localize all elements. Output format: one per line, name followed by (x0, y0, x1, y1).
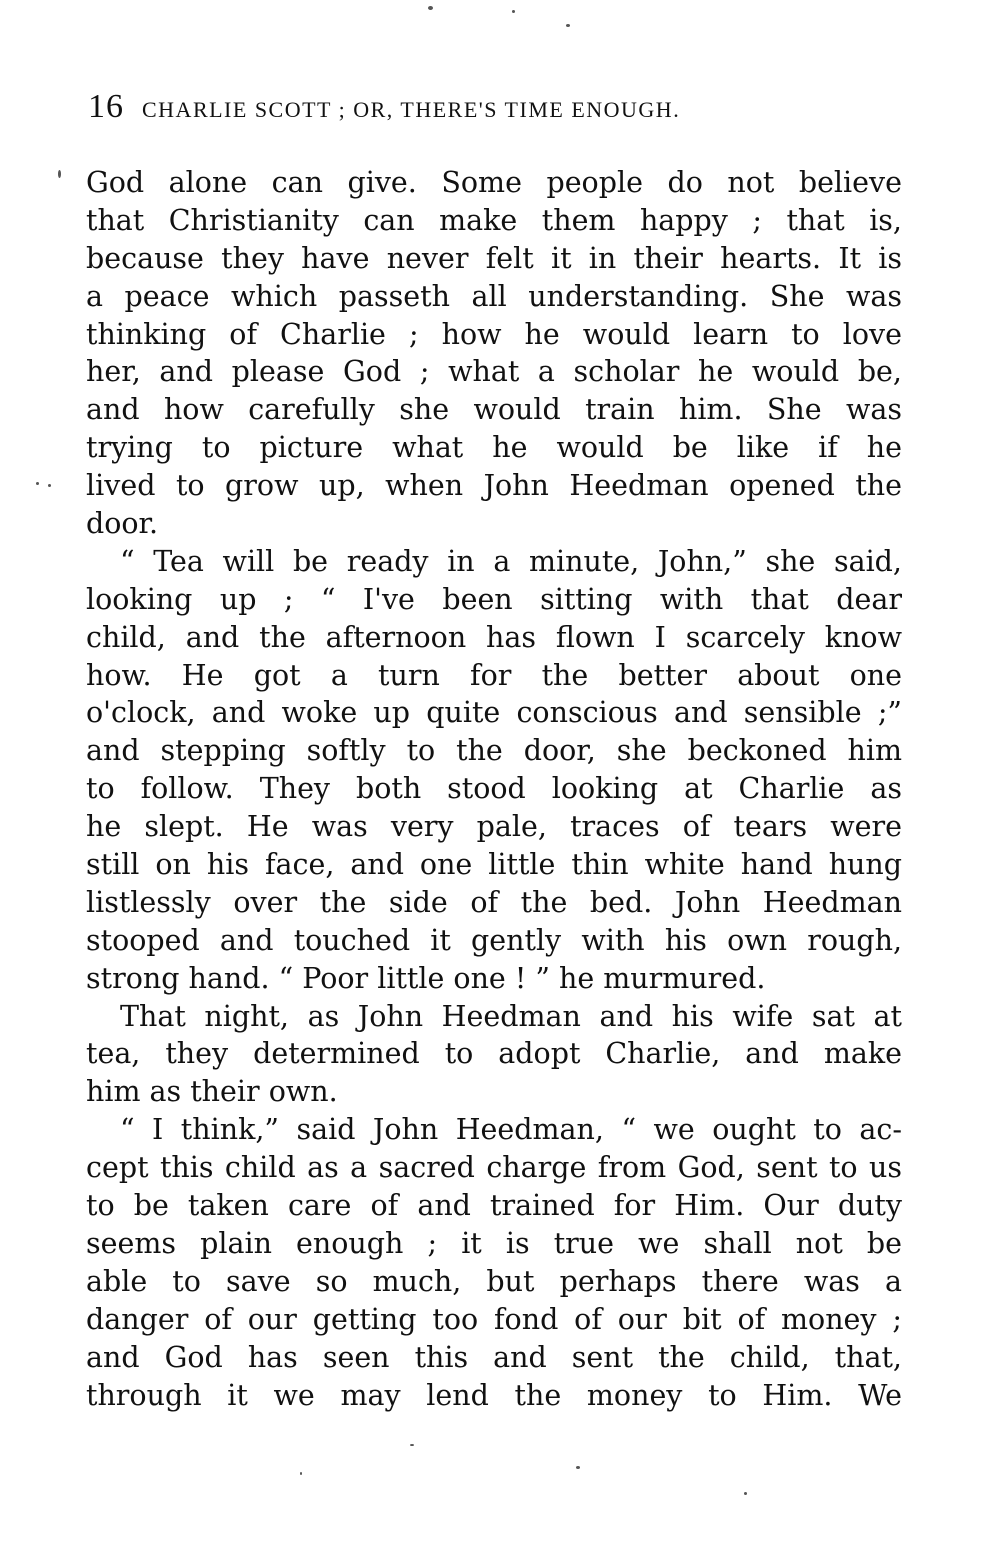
text-line: to follow. They both stood looking at Charlie as (86, 772, 902, 806)
scan-speck (36, 482, 39, 485)
paragraph-2 (86, 543, 902, 998)
scan-speck (300, 1472, 302, 1475)
text-line: lived to grow up, when John Heedman opened the (86, 469, 902, 503)
text-line: cept this child as a sacred charge from God, sent to us (86, 1151, 902, 1185)
scan-speck (512, 10, 515, 13)
text-line: able to save so much, but perhaps there was a (86, 1264, 902, 1298)
scan-speck (744, 1492, 747, 1495)
paragraph-4 (86, 1111, 902, 1414)
text-line: looking up ; “ I've been sitting with that dear (86, 582, 902, 616)
text-line: and God has seen this and sent the child, that, (86, 1340, 902, 1374)
scan-speck (58, 170, 61, 178)
scan-speck (428, 6, 433, 10)
text-line: listlessly over the side of the bed. John Heedman (86, 885, 902, 919)
text-line: through it we may lend the money to Him. We (86, 1378, 902, 1412)
scan-speck (48, 484, 51, 487)
scan-speck (576, 1466, 580, 1469)
text-line: her, and please God ; what a scholar he would be, (86, 355, 902, 389)
text-line: still on his face, and one little thin white hand hung (86, 848, 902, 882)
text-line: “ Tea will be ready in a minute, John,” she said, (120, 544, 902, 578)
text-line: “ I think,” said John Heedman, “ we ought to ac- (120, 1113, 902, 1147)
scan-speck (410, 1444, 414, 1446)
running-head (88, 88, 868, 126)
text-line: trying to picture what he would be like if he (86, 431, 902, 465)
paragraph-1 (86, 164, 902, 543)
text-line: tea, they determined to adopt Charlie, and make (86, 1037, 902, 1071)
text-line: God alone can give. Some people do not believe (86, 166, 902, 199)
text-line: seems plain enough ; it is true we shall not be (86, 1226, 902, 1260)
text-line: o'clock, and woke up quite conscious and sensible ;” (86, 696, 902, 730)
running-title: CHARLIE SCOTT ; OR, THERE'S TIME ENOUGH. (142, 97, 681, 122)
text-line: and stepping softly to the door, she beckoned him (86, 734, 902, 768)
text-line: to be taken care of and trained for Him. Our duty (86, 1189, 902, 1223)
text-line: thinking of Charlie ; how he would learn to love (86, 317, 902, 351)
text-line: and how carefully she would train him. She was (86, 393, 902, 427)
text-line: him as their own. (86, 1075, 338, 1109)
paragraph-3 (86, 998, 902, 1112)
text-line: a peace which passeth all understanding. She was (86, 279, 902, 313)
text-line: how. He got a turn for the better about one (86, 658, 902, 692)
scan-speck (566, 24, 570, 27)
text-line: because they have never felt it in their hearts. It is (86, 241, 902, 275)
text-line: door. (86, 507, 159, 541)
body-text (86, 164, 902, 1414)
text-line: he slept. He was very pale, traces of tears were (86, 810, 902, 844)
text-line: That night, as John Heedman and his wife sat at (120, 999, 902, 1033)
text-line: stooped and touched it gently with his own rough, (86, 923, 902, 957)
text-line: child, and the afternoon has flown I scarcely know (86, 620, 902, 654)
text-line: that Christianity can make them happy ; that is, (86, 203, 902, 237)
page-number: 16 (88, 88, 124, 125)
text-line: danger of our getting too fond of our bit of money ; (86, 1302, 902, 1336)
text-line: strong hand. “ Poor little one ! ” he murmured. (86, 961, 766, 995)
